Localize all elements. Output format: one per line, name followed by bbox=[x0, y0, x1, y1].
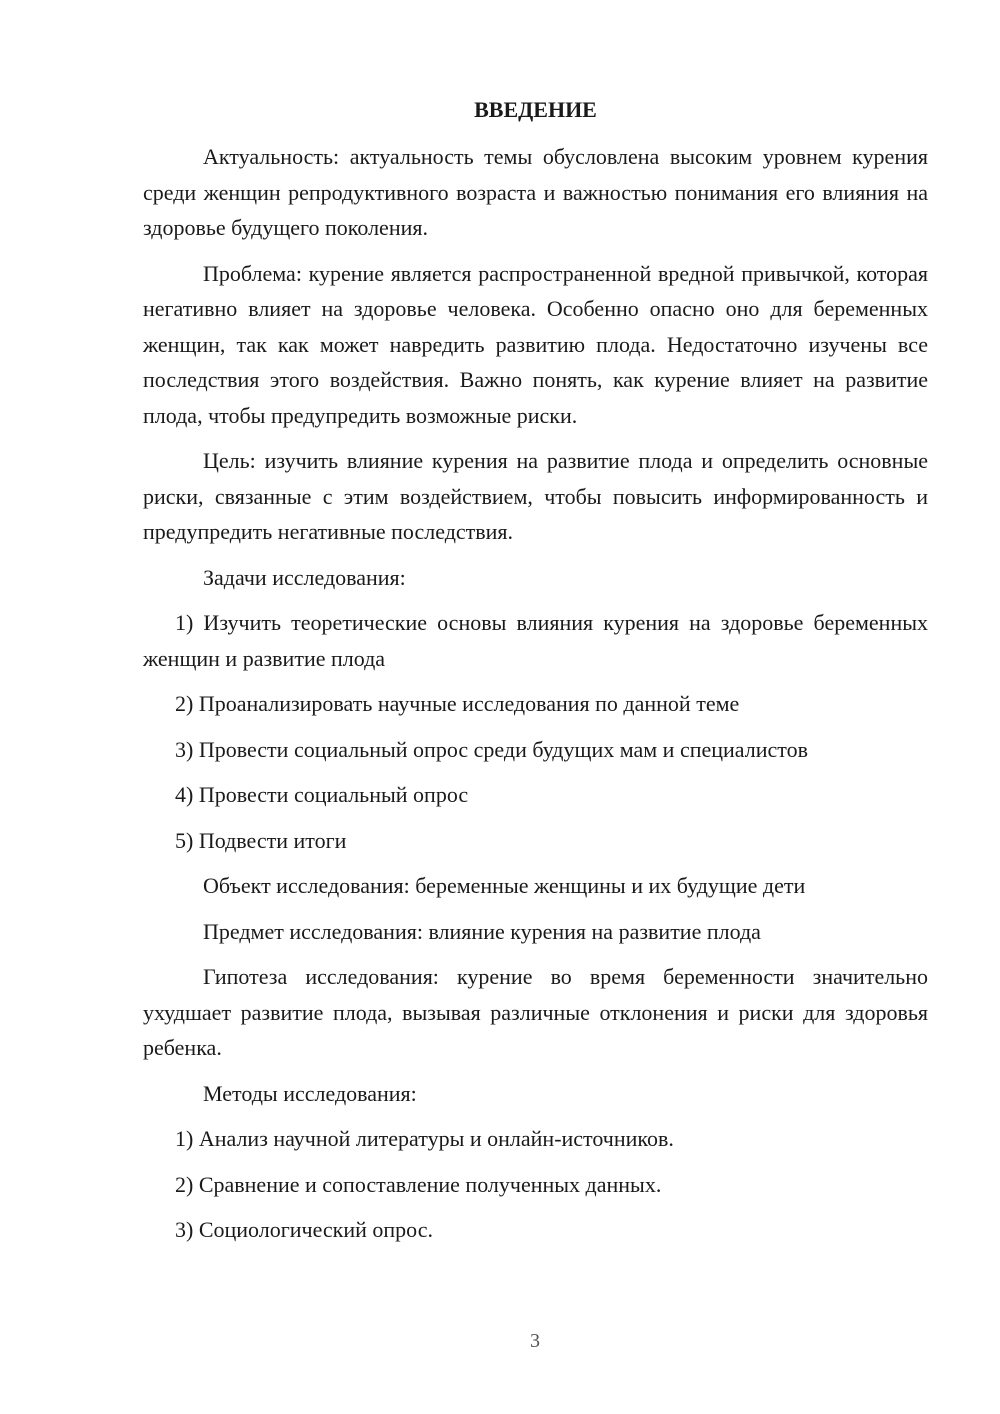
document-page bbox=[143, 92, 928, 1258]
tasks-heading: Задачи исследования: bbox=[203, 564, 406, 590]
methods-heading: Методы исследования: bbox=[203, 1080, 417, 1106]
object-paragraph: Объект исследования: беременные женщины и их будущие дети bbox=[203, 873, 806, 898]
section-title: ВВЕДЕНИЕ bbox=[474, 97, 597, 122]
problem-paragraph: Проблема: курение является распространенной вредной привычкой, которая негативно влияет на здоровье человека. Особенно опасно оно для беременных женщин, так как может навредить развитию плода. Недостаточно изучены все последствия этого воздействия. Важно понять, как курение влияет на развитие плода, чтобы предупредить возможные риски. bbox=[143, 260, 928, 428]
list-item: 4) Провести социальный опрос bbox=[175, 782, 469, 807]
hypothesis-paragraph: Гипотеза исследования: курение во время беременности значительно ухудшает развитие плода, вызывая различные отклонения и риски для здоровья ребенка. bbox=[143, 964, 928, 1060]
list-item: 3) Социологический опрос. bbox=[175, 1217, 433, 1242]
list-item: 5) Подвести итоги bbox=[175, 827, 347, 853]
list-item: 2) Сравнение и сопоставление полученных данных. bbox=[175, 1171, 662, 1197]
list-item: 3) Провести социальный опрос среди будущих мам и специалистов bbox=[175, 736, 808, 762]
relevance-paragraph: Актуальность: актуальность темы обусловлена высоким уровнем курения среди женщин репродуктивного возраста и важностью понимания его влияния на здоровье будущего поколения. bbox=[143, 144, 928, 240]
tasks-list bbox=[143, 605, 928, 858]
methods-list bbox=[143, 1121, 928, 1248]
subject-paragraph: Предмет исследования: влияние курения на развитие плода bbox=[203, 918, 761, 944]
goal-paragraph: Цель: изучить влияние курения на развитие плода и определить основные риски, связанные с этим воздействием, чтобы повысить информированность и предупредить негативные последствия. bbox=[143, 448, 928, 544]
list-item: 1) Анализ научной литературы и онлайн-источников. bbox=[175, 1126, 674, 1151]
page-number: 3 bbox=[530, 1330, 540, 1352]
list-item: 1) Изучить теоретические основы влияния курения на здоровье беременных женщин и развитие плода bbox=[143, 610, 928, 671]
list-item: 2) Проанализировать научные исследования по данной теме bbox=[175, 691, 740, 716]
